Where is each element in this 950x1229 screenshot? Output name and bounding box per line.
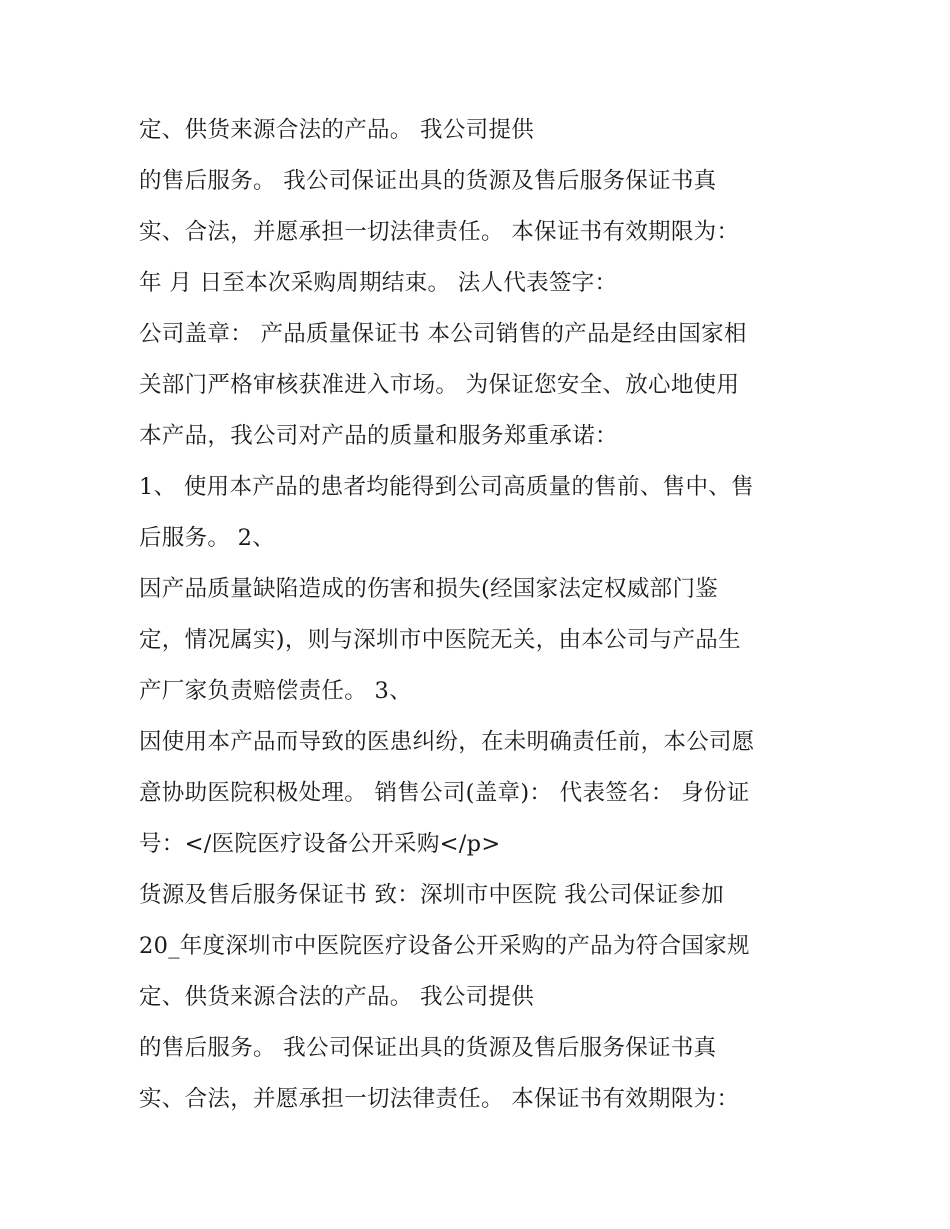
text-line: 本产品，我公司对产品的质量和服务郑重承诺： [139, 423, 618, 449]
document-body [139, 110, 829, 1130]
text-line: 后服务。 2、 [139, 525, 276, 551]
text-line: 定、供货来源合法的产品。 我公司提供 [139, 984, 535, 1010]
text-line: 意协助医院积极处理。 销售公司(盖章)： 代表签名： 身份证 [139, 780, 750, 806]
text-line: 公司盖章： 产品质量保证书 本公司销售的产品是经由国家相 [139, 321, 747, 347]
text-line: 20_年度深圳市中医院医疗设备公开采购的产品为符合国家规 [139, 933, 750, 959]
text-line: 实、合法，并愿承担一切法律责任。 本保证书有效期限为： [139, 1086, 740, 1112]
text-line: 的售后服务。 我公司保证出具的货源及售后服务保证书真 [139, 168, 717, 194]
text-line: 因使用本产品而导致的医患纠纷，在未明确责任前，本公司愿 [139, 729, 755, 755]
text-line: 1、 使用本产品的患者均能得到公司高质量的售前、售中、售 [139, 474, 754, 500]
text-line: 产厂家负责赔偿责任。 3、 [139, 678, 412, 704]
text-line: 号：</医院医疗设备公开采购</p> [139, 831, 501, 857]
text-line: 实、合法，并愿承担一切法律责任。 本保证书有效期限为： [139, 219, 740, 245]
text-line: 因产品质量缺陷造成的伤害和损失(经国家法定权威部门鉴 [139, 576, 719, 602]
text-line: 定，情况属实)，则与深圳市中医院无关，由本公司与产品生 [139, 627, 741, 653]
text-line: 关部门严格审核获准进入市场。 为保证您安全、放心地使用 [139, 372, 740, 398]
text-line: 定、供货来源合法的产品。 我公司提供 [139, 117, 535, 143]
text-line: 的售后服务。 我公司保证出具的货源及售后服务保证书真 [139, 1035, 717, 1061]
text-line: 年 月 日至本次采购周期结束。 法人代表签字： [139, 270, 618, 296]
text-line: 货源及售后服务保证书 致：深圳市中医院 我公司保证参加 [139, 882, 724, 908]
